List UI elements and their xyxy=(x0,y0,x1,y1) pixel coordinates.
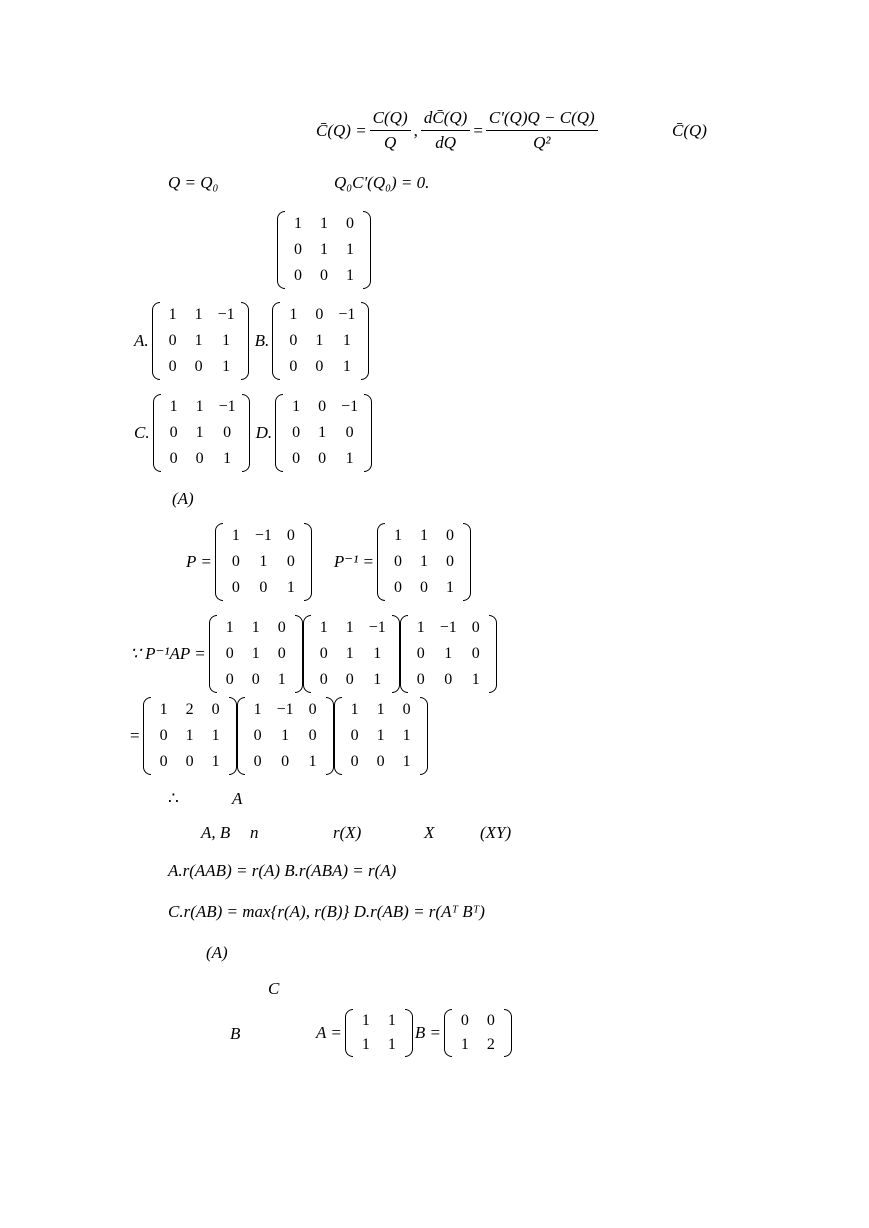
matrix-row xyxy=(283,394,364,420)
matrix-table xyxy=(223,523,304,601)
matrix-cell: 0 xyxy=(376,753,385,770)
matrix-cell: 1 xyxy=(315,332,324,349)
product2-matrix-3 xyxy=(334,697,428,775)
matrix-cell: 0 xyxy=(416,671,425,688)
given-matrix-row xyxy=(277,211,371,289)
matrix-cell: 1 xyxy=(373,645,382,662)
matrix-cell: 1 xyxy=(345,645,354,662)
matrix-cell: 0 xyxy=(194,358,203,375)
matrix-row xyxy=(342,723,420,749)
matrix-cell: −1 xyxy=(439,619,457,636)
q2-rank-x: r(X) xyxy=(333,823,362,842)
a-equals-label: A = xyxy=(316,1023,342,1042)
cost-formula xyxy=(316,108,601,153)
matrix-table xyxy=(245,697,326,775)
matrix-cell: 1 xyxy=(259,553,268,570)
matrix-cell: 0 xyxy=(350,727,359,744)
matrix-table xyxy=(342,697,420,775)
matrix-row xyxy=(353,1009,405,1033)
matrix-cell: 0 xyxy=(259,579,268,596)
option-d-matrix xyxy=(275,394,372,472)
matrix-cell: 1 xyxy=(387,1012,396,1029)
matrix-row xyxy=(217,667,295,693)
matrix-cell: 1 xyxy=(373,671,382,688)
matrix-row xyxy=(342,749,420,775)
matrix-table xyxy=(408,615,489,693)
matrix-cell: 1 xyxy=(211,753,220,770)
q2-x: X xyxy=(424,823,435,842)
matrix-row xyxy=(161,446,242,472)
b-label: B xyxy=(230,1024,241,1043)
p-inverse-label: P⁻¹ = xyxy=(333,552,375,571)
equals-sign: = xyxy=(473,120,483,140)
frac3-numerator: C'(Q)Q − C(Q) xyxy=(486,108,598,131)
matrix-cell: 1 xyxy=(420,527,429,544)
matrix-row xyxy=(223,575,304,601)
matrix-cell: 1 xyxy=(444,645,453,662)
matrix-table xyxy=(353,1009,405,1057)
matrix-cell: 1 xyxy=(420,553,429,570)
matrix-cell: 2 xyxy=(185,701,194,718)
matrix-row xyxy=(160,328,241,354)
product1-matrix-1 xyxy=(209,615,303,693)
matrix-cell: 0 xyxy=(308,727,317,744)
matrix-cell: 1 xyxy=(253,701,262,718)
q2-order-n: n xyxy=(250,823,259,842)
matrix-cell: 1 xyxy=(231,527,240,544)
matrix-cell: 1 xyxy=(346,241,354,258)
matrix-row xyxy=(151,749,229,775)
matrix-row xyxy=(160,302,241,328)
matrix-cell: 0 xyxy=(294,241,302,258)
product2-matrix-2 xyxy=(237,697,334,775)
frac-derivative xyxy=(421,108,470,153)
matrix-cell: 0 xyxy=(253,753,262,770)
matrix-cell: 0 xyxy=(225,645,234,662)
matrix-cell: 0 xyxy=(253,727,262,744)
matrix-cell: 0 xyxy=(225,671,234,688)
frac-cq-over-q xyxy=(370,108,411,153)
therefore-symbol: ∴ xyxy=(168,789,179,808)
matrix-cell: 0 xyxy=(286,527,295,544)
matrix-cell: 0 xyxy=(294,267,302,284)
comma: , xyxy=(413,120,418,140)
matrix-table xyxy=(285,211,363,289)
matrix-row xyxy=(311,615,392,641)
answer-1: (A) xyxy=(172,489,194,508)
avg-cost-lhs: C̄(Q) = xyxy=(316,120,367,140)
matrix-cell: 1 xyxy=(292,398,301,415)
matrix-cell: 1 xyxy=(402,753,411,770)
matrix-row xyxy=(160,354,241,380)
matrix-cell: 0 xyxy=(168,358,177,375)
matrix-cell: 1 xyxy=(320,241,328,258)
matrix-cell: −1 xyxy=(218,398,236,415)
matrix-row xyxy=(353,1033,405,1057)
matrix-cell: 1 xyxy=(402,727,411,744)
product-row-2 xyxy=(130,697,428,775)
matrix-cell: 1 xyxy=(342,332,351,349)
matrix-cell: 0 xyxy=(169,450,178,467)
product1-label: ∵ P⁻¹AP = xyxy=(130,644,206,663)
matrix-cell: 0 xyxy=(289,332,298,349)
option-b-label: B. xyxy=(254,331,270,350)
product1-matrix-2 xyxy=(303,615,400,693)
matrix-cell: 1 xyxy=(211,727,220,744)
matrix-cell: 1 xyxy=(251,645,260,662)
q2-options-line-2: C.r(AB) = max{r(A), r(B)} D.r(AB) = r(Aᵀ Bᵀ) xyxy=(168,902,485,921)
matrix-cell: 1 xyxy=(222,332,231,349)
matrix-cell: 1 xyxy=(277,671,286,688)
counterexample-row xyxy=(316,1009,512,1057)
option-d-label: D. xyxy=(255,423,273,442)
matrix-row xyxy=(285,263,363,289)
matrix-cell: 0 xyxy=(394,553,403,570)
matrix-row xyxy=(408,615,489,641)
answer-2: (A) xyxy=(206,943,228,962)
q2-xy: (XY) xyxy=(480,823,512,842)
matrix-cell: 0 xyxy=(315,358,324,375)
matrix-cell: 1 xyxy=(286,579,295,596)
frac2-numerator: dC̄(Q) xyxy=(421,108,470,131)
matrix-cell: 1 xyxy=(345,619,354,636)
q0-condition: Q₀C'(Q₀) = 0. xyxy=(334,173,430,192)
matrix-cell: 0 xyxy=(251,671,260,688)
matrix-cell: 1 xyxy=(195,424,204,441)
matrix-row xyxy=(217,641,295,667)
matrix-row xyxy=(283,420,364,446)
p-inverse-matrix xyxy=(377,523,471,601)
matrix-cell: 0 xyxy=(460,1012,469,1029)
p-matrix xyxy=(215,523,312,601)
frac1-denominator: Q xyxy=(384,133,397,152)
matrix-cell: 1 xyxy=(194,332,203,349)
product2-matrix-1 xyxy=(143,697,237,775)
matrix-cell: −1 xyxy=(217,306,235,323)
matrix-cell: 1 xyxy=(318,424,327,441)
matrix-row xyxy=(285,211,363,237)
q-equals-q0: Q = Q₀ xyxy=(168,173,219,192)
matrix-cell: −1 xyxy=(276,701,294,718)
matrix-row xyxy=(151,697,229,723)
matrix-cell: 1 xyxy=(159,701,168,718)
matrix-cell: 1 xyxy=(416,619,425,636)
frac3-denominator: Q² xyxy=(533,133,551,152)
matrix-cell: 1 xyxy=(387,1036,396,1053)
matrix-cell: 0 xyxy=(318,450,327,467)
matrix-cell: 1 xyxy=(471,671,480,688)
matrix-cell: 0 xyxy=(308,701,317,718)
option-c-matrix xyxy=(153,394,250,472)
matrix-cell: 2 xyxy=(486,1036,495,1053)
matrix-row xyxy=(342,697,420,723)
matrix-cell: 0 xyxy=(195,450,204,467)
p-matrices-row xyxy=(186,523,471,601)
matrix-cell: 1 xyxy=(251,619,260,636)
matrix-cell: 0 xyxy=(292,424,301,441)
product2-label: = xyxy=(130,726,140,745)
avg-cost-tail: C̄(Q) xyxy=(672,121,707,140)
matrix-cell: −1 xyxy=(341,398,359,415)
matrix-cell: 0 xyxy=(346,215,354,232)
matrix-cell: 0 xyxy=(168,332,177,349)
matrix-cell: 1 xyxy=(320,215,328,232)
matrix-row xyxy=(245,723,326,749)
matrix-row xyxy=(408,667,489,693)
matrix-cell: 0 xyxy=(286,553,295,570)
therefore-value: A xyxy=(232,789,243,808)
matrix-cell: 0 xyxy=(420,579,429,596)
matrix-cell: 1 xyxy=(289,306,298,323)
matrix-cell: 0 xyxy=(292,450,301,467)
matrix-cell: 0 xyxy=(315,306,324,323)
matrix-cell: 1 xyxy=(376,727,385,744)
matrix-cell: 0 xyxy=(185,753,194,770)
matrix-row xyxy=(311,641,392,667)
matrix-table xyxy=(452,1009,504,1057)
matrix-table xyxy=(151,697,229,775)
matrix-table xyxy=(161,394,242,472)
matrix-cell: 1 xyxy=(460,1036,469,1053)
option-c-label: C. xyxy=(134,423,150,442)
matrix-cell: 1 xyxy=(194,306,203,323)
matrix-row xyxy=(223,523,304,549)
matrix-cell: 0 xyxy=(394,579,403,596)
matrix-cell: 0 xyxy=(320,267,328,284)
b-2x2-matrix xyxy=(444,1009,512,1057)
given-matrix xyxy=(277,211,371,289)
matrix-cell: 0 xyxy=(223,424,232,441)
matrix-cell: 0 xyxy=(289,358,298,375)
matrix-cell: 1 xyxy=(346,267,354,284)
matrix-cell: 0 xyxy=(159,753,168,770)
matrix-row xyxy=(311,667,392,693)
matrix-row xyxy=(223,549,304,575)
c-label: C xyxy=(268,979,280,998)
matrix-row xyxy=(452,1009,504,1033)
matrix-cell: 0 xyxy=(345,424,354,441)
matrix-cell: 1 xyxy=(185,727,194,744)
matrix-cell: 1 xyxy=(294,215,302,232)
options-ab-row xyxy=(134,302,369,380)
option-a-matrix xyxy=(152,302,249,380)
matrix-cell: 1 xyxy=(376,701,385,718)
matrix-cell: 1 xyxy=(350,701,359,718)
matrix-cell: −1 xyxy=(254,527,272,544)
matrix-table xyxy=(160,302,241,380)
frac-quotient-rule xyxy=(486,108,598,153)
matrix-cell: 0 xyxy=(169,424,178,441)
matrix-row xyxy=(385,575,463,601)
matrix-cell: 1 xyxy=(308,753,317,770)
matrix-row xyxy=(385,523,463,549)
matrix-row xyxy=(161,394,242,420)
matrix-cell: 0 xyxy=(446,553,455,570)
matrix-row xyxy=(452,1033,504,1057)
matrix-cell: 0 xyxy=(277,645,286,662)
matrix-cell: 1 xyxy=(222,358,231,375)
matrix-cell: 1 xyxy=(394,527,403,544)
matrix-cell: 0 xyxy=(350,753,359,770)
matrix-cell: 0 xyxy=(319,645,328,662)
matrix-cell: 1 xyxy=(361,1036,370,1053)
matrix-cell: 0 xyxy=(277,619,286,636)
matrix-cell: 0 xyxy=(471,619,480,636)
matrix-cell: −1 xyxy=(338,306,356,323)
matrix-cell: 1 xyxy=(281,727,290,744)
matrix-cell: 1 xyxy=(225,619,234,636)
matrix-cell: 1 xyxy=(195,398,204,415)
matrix-row xyxy=(285,237,363,263)
matrix-cell: −1 xyxy=(368,619,386,636)
matrix-cell: 1 xyxy=(168,306,177,323)
a-2x2-matrix xyxy=(345,1009,413,1057)
matrix-cell: 1 xyxy=(446,579,455,596)
matrix-table xyxy=(280,302,361,380)
matrix-row xyxy=(280,354,361,380)
matrix-cell: 0 xyxy=(211,701,220,718)
matrix-row xyxy=(283,446,364,472)
product1-matrix-3 xyxy=(400,615,497,693)
matrix-row xyxy=(161,420,242,446)
matrix-cell: 1 xyxy=(223,450,232,467)
p-label: P = xyxy=(186,552,212,571)
matrix-row xyxy=(217,615,295,641)
options-cd-row xyxy=(134,394,372,472)
matrix-table xyxy=(385,523,463,601)
matrix-row xyxy=(245,749,326,775)
matrix-cell: 1 xyxy=(169,398,178,415)
matrix-row xyxy=(280,328,361,354)
matrix-row xyxy=(245,697,326,723)
matrix-cell: 0 xyxy=(281,753,290,770)
matrix-row xyxy=(385,549,463,575)
matrix-cell: 0 xyxy=(416,645,425,662)
matrix-cell: 0 xyxy=(446,527,455,544)
option-a-label: A. xyxy=(134,331,149,350)
matrix-table xyxy=(311,615,392,693)
matrix-table xyxy=(283,394,364,472)
matrix-cell: 0 xyxy=(486,1012,495,1029)
b-equals-label: B = xyxy=(414,1023,441,1042)
matrix-cell: 1 xyxy=(319,619,328,636)
matrix-cell: 0 xyxy=(319,671,328,688)
matrix-cell: 0 xyxy=(159,727,168,744)
q2-options-line-1: A.r(AAB) = r(A) B.r(ABA) = r(A) xyxy=(168,861,397,880)
frac2-denominator: dQ xyxy=(435,133,456,152)
q2-matrices-ab: A, B xyxy=(201,823,231,842)
product-row-1 xyxy=(130,615,497,693)
matrix-cell: 1 xyxy=(342,358,351,375)
matrix-cell: 0 xyxy=(231,579,240,596)
matrix-cell: 0 xyxy=(471,645,480,662)
matrix-row xyxy=(151,723,229,749)
matrix-table xyxy=(217,615,295,693)
matrix-row xyxy=(280,302,361,328)
matrix-cell: 0 xyxy=(345,671,354,688)
matrix-cell: 0 xyxy=(231,553,240,570)
matrix-cell: 0 xyxy=(402,701,411,718)
option-b-matrix xyxy=(272,302,369,380)
matrix-row xyxy=(408,641,489,667)
matrix-cell: 1 xyxy=(361,1012,370,1029)
frac1-numerator: C(Q) xyxy=(370,108,411,131)
matrix-cell: 1 xyxy=(345,450,354,467)
matrix-cell: 0 xyxy=(318,398,327,415)
matrix-cell: 0 xyxy=(444,671,453,688)
